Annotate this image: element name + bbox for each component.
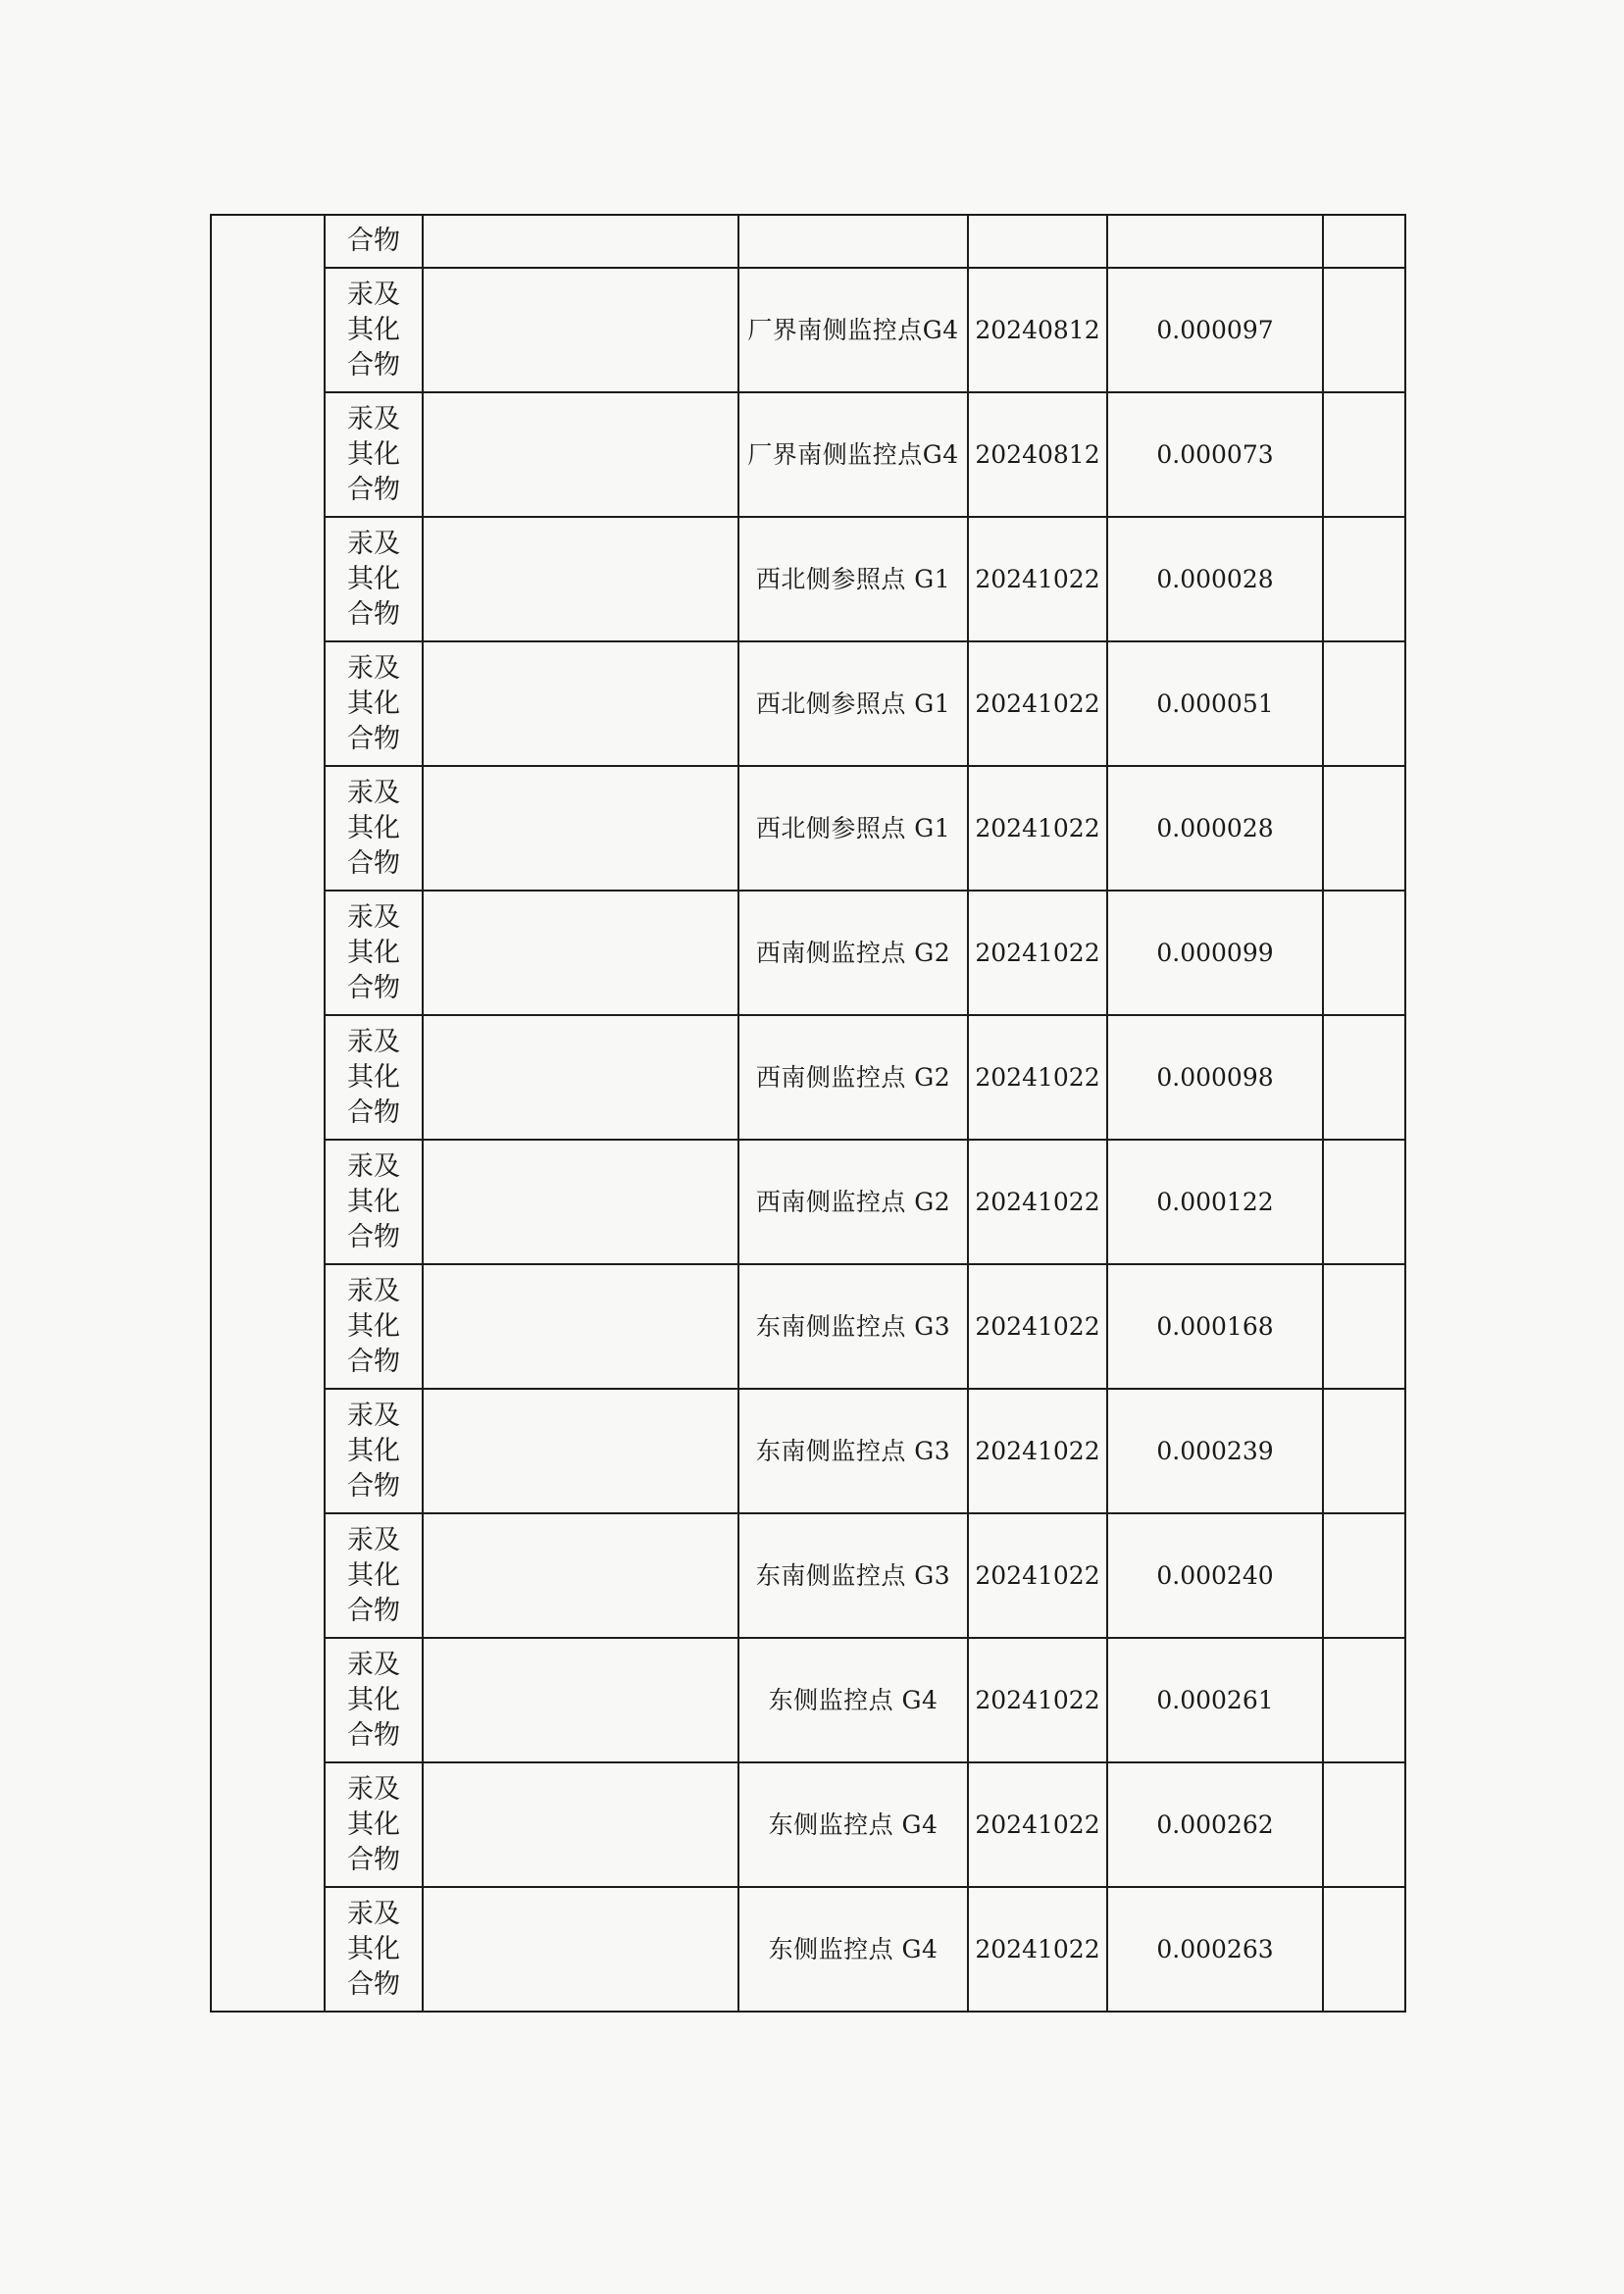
table-row (211, 1264, 1405, 1389)
value-text: 0.000098 (1156, 1062, 1274, 1092)
date-text: 20240812 (975, 439, 1100, 469)
pollutant-text: 汞及其化合物 (347, 652, 400, 754)
date-cell (968, 1015, 1107, 1140)
pollutant-text: 汞及其化合物 (347, 528, 400, 630)
empty-cell (423, 392, 738, 517)
table-row (211, 1762, 1405, 1887)
empty-cell (423, 1887, 738, 2012)
pollutant-text: 汞及其化合物 (347, 901, 400, 1003)
location-text: 西北侧参照点 G1 (755, 688, 951, 718)
location-cell (738, 891, 968, 1015)
date-cell (968, 1389, 1107, 1513)
date-text: 20241022 (975, 688, 1100, 718)
value-text: 0.000028 (1156, 813, 1274, 842)
pollutant-cell (325, 1513, 423, 1638)
table-row (211, 1389, 1405, 1513)
pollutant-cell (325, 1887, 423, 2012)
pollutant-cell (325, 392, 423, 517)
extra-cell (1323, 766, 1405, 891)
pollutant-text: 汞及其化合物 (347, 1150, 400, 1252)
merged-category-cell (211, 215, 325, 2012)
date-cell (968, 1513, 1107, 1638)
pollutant-text: 汞及其化合物 (347, 279, 400, 381)
table-row (211, 1513, 1405, 1638)
date-text: 20241022 (975, 1934, 1100, 1963)
location-text: 西南侧监控点 G2 (755, 1187, 951, 1216)
location-text: 东南侧监控点 G3 (755, 1311, 951, 1341)
pollutant-text: 汞及其化合物 (347, 1275, 400, 1377)
value-text: 0.000239 (1156, 1436, 1274, 1465)
date-text: 20241022 (975, 1187, 1100, 1216)
value-text: 0.000263 (1156, 1934, 1274, 1963)
extra-cell (1323, 1140, 1405, 1264)
extra-cell (1323, 1015, 1405, 1140)
empty-cell (423, 1762, 738, 1887)
pollutant-cell (325, 766, 423, 891)
value-cell (1107, 1513, 1323, 1638)
extra-cell (1323, 1513, 1405, 1638)
pollutant-text: 汞及其化合物 (347, 777, 400, 879)
empty-cell (423, 1513, 738, 1638)
date-cell (968, 1887, 1107, 2012)
extra-cell (1323, 1887, 1405, 2012)
date-cell (968, 392, 1107, 517)
pollutant-text: 汞及其化合物 (347, 1773, 400, 1875)
date-cell (968, 766, 1107, 891)
date-text: 20241022 (975, 1560, 1100, 1590)
location-text: 东侧监控点 G4 (768, 1810, 939, 1839)
extra-cell (1323, 517, 1405, 641)
pollutant-text: 合物 (347, 226, 400, 256)
monitoring-data-table (210, 214, 1406, 2013)
date-text: 20241022 (975, 1311, 1100, 1341)
location-text: 西南侧监控点 G2 (755, 938, 951, 967)
table-row (211, 766, 1405, 891)
date-cell (968, 268, 1107, 392)
value-cell (1107, 1762, 1323, 1887)
table-row (211, 1887, 1405, 2012)
date-text: 20240812 (975, 315, 1100, 344)
pollutant-cell (325, 1015, 423, 1140)
location-cell (738, 1140, 968, 1264)
date-cell (968, 1264, 1107, 1389)
value-text: 0.000262 (1156, 1810, 1274, 1839)
date-cell (968, 517, 1107, 641)
empty-cell (423, 268, 738, 392)
location-cell (738, 215, 968, 268)
location-text: 西北侧参照点 G1 (755, 564, 951, 593)
table-row (211, 641, 1405, 766)
location-text: 厂界南侧监控点G4 (747, 439, 959, 469)
value-cell (1107, 1264, 1323, 1389)
empty-cell (423, 641, 738, 766)
value-text: 0.000051 (1156, 688, 1274, 718)
date-cell (968, 891, 1107, 1015)
location-text: 西北侧参照点 G1 (755, 813, 951, 842)
location-cell (738, 1762, 968, 1887)
extra-cell (1323, 268, 1405, 392)
pollutant-cell (325, 1389, 423, 1513)
table-row-continued (211, 215, 1405, 268)
value-cell (1107, 1638, 1323, 1762)
date-text: 20241022 (975, 938, 1100, 967)
table-row (211, 1638, 1405, 1762)
table-row (211, 517, 1405, 641)
date-text: 20241022 (975, 1436, 1100, 1465)
value-text: 0.000073 (1156, 439, 1274, 469)
pollutant-cell (325, 641, 423, 766)
extra-cell (1323, 215, 1405, 268)
extra-cell (1323, 1389, 1405, 1513)
date-cell (968, 641, 1107, 766)
pollutant-text: 汞及其化合物 (347, 1898, 400, 2000)
location-cell (738, 1015, 968, 1140)
empty-cell (423, 1140, 738, 1264)
location-text: 厂界南侧监控点G4 (747, 315, 959, 344)
table-row (211, 392, 1405, 517)
table-row (211, 891, 1405, 1015)
location-cell (738, 392, 968, 517)
pollutant-text: 汞及其化合物 (347, 1524, 400, 1626)
location-text: 东侧监控点 G4 (768, 1934, 939, 1963)
value-cell (1107, 641, 1323, 766)
table-row (211, 1015, 1405, 1140)
value-text: 0.000097 (1156, 315, 1274, 344)
value-cell (1107, 891, 1323, 1015)
location-text: 东南侧监控点 G3 (755, 1560, 951, 1590)
location-cell (738, 1264, 968, 1389)
pollutant-cell (325, 891, 423, 1015)
value-cell (1107, 268, 1323, 392)
location-cell (738, 1887, 968, 2012)
empty-cell (423, 215, 738, 268)
location-text: 东侧监控点 G4 (768, 1685, 939, 1714)
pollutant-text: 汞及其化合物 (347, 403, 400, 505)
location-cell (738, 1638, 968, 1762)
extra-cell (1323, 1638, 1405, 1762)
empty-cell (423, 1015, 738, 1140)
extra-cell (1323, 1264, 1405, 1389)
location-cell (738, 1513, 968, 1638)
date-text: 20241022 (975, 564, 1100, 593)
location-text: 东南侧监控点 G3 (755, 1436, 951, 1465)
value-cell (1107, 1389, 1323, 1513)
location-cell (738, 1389, 968, 1513)
extra-cell (1323, 1762, 1405, 1887)
pollutant-cell (325, 1140, 423, 1264)
pollutant-cell (325, 268, 423, 392)
value-cell (1107, 1887, 1323, 2012)
value-cell (1107, 1140, 1323, 1264)
pollutant-cell (325, 1638, 423, 1762)
value-cell (1107, 1015, 1323, 1140)
empty-cell (423, 1389, 738, 1513)
extra-cell (1323, 891, 1405, 1015)
pollutant-text: 汞及其化合物 (347, 1400, 400, 1502)
table-row (211, 1140, 1405, 1264)
table-row (211, 268, 1405, 392)
value-text: 0.000099 (1156, 938, 1274, 967)
location-text: 西南侧监控点 G2 (755, 1062, 951, 1092)
pollutant-cell (325, 1762, 423, 1887)
location-cell (738, 517, 968, 641)
date-text: 20241022 (975, 813, 1100, 842)
location-cell (738, 641, 968, 766)
value-cell (1107, 766, 1323, 891)
value-cell (1107, 215, 1323, 268)
empty-cell (423, 1638, 738, 1762)
value-text: 0.000122 (1156, 1187, 1274, 1216)
date-text: 20241022 (975, 1062, 1100, 1092)
value-text: 0.000240 (1156, 1560, 1274, 1590)
extra-cell (1323, 392, 1405, 517)
location-cell (738, 766, 968, 891)
date-cell (968, 1140, 1107, 1264)
empty-cell (423, 766, 738, 891)
date-cell (968, 1638, 1107, 1762)
extra-cell (1323, 641, 1405, 766)
value-cell (1107, 392, 1323, 517)
table-body (211, 215, 1405, 2012)
value-text: 0.000261 (1156, 1685, 1274, 1714)
value-text: 0.000028 (1156, 564, 1274, 593)
location-cell (738, 268, 968, 392)
pollutant-text: 汞及其化合物 (347, 1026, 400, 1128)
pollutant-text: 汞及其化合物 (347, 1649, 400, 1751)
date-cell (968, 1762, 1107, 1887)
pollutant-cell (325, 517, 423, 641)
pollutant-cell (325, 215, 423, 268)
date-text: 20241022 (975, 1685, 1100, 1714)
date-text: 20241022 (975, 1810, 1100, 1839)
empty-cell (423, 517, 738, 641)
value-text: 0.000168 (1156, 1311, 1274, 1341)
value-cell (1107, 517, 1323, 641)
empty-cell (423, 891, 738, 1015)
pollutant-cell (325, 1264, 423, 1389)
date-cell (968, 215, 1107, 268)
empty-cell (423, 1264, 738, 1389)
